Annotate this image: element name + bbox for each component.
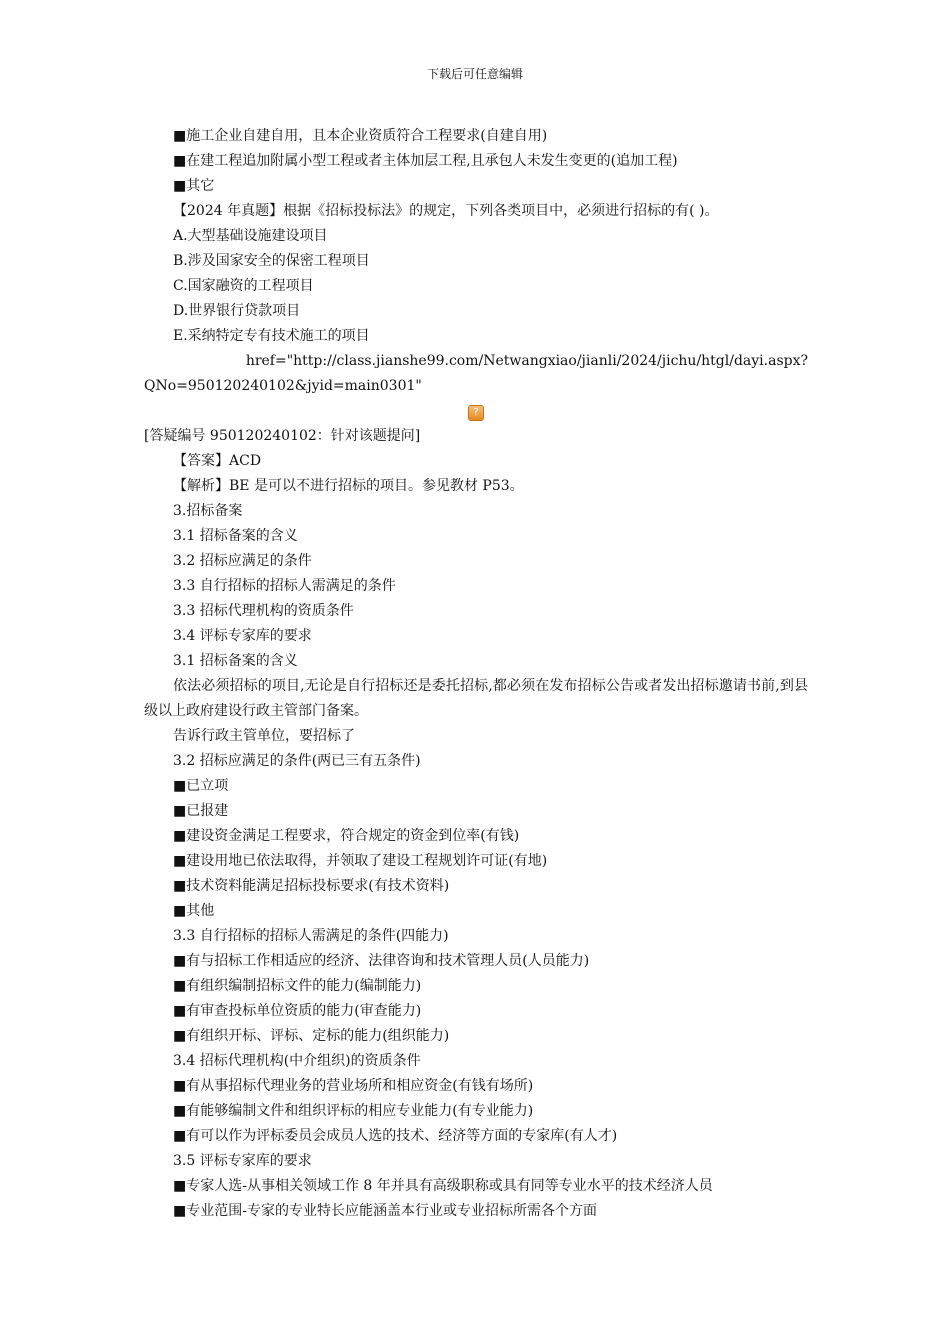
text-line: 3.招标备案 [173, 503, 243, 519]
text-line: ■其它 [173, 178, 215, 194]
text-line: 告诉行政主管单位，要招标了 [173, 728, 355, 744]
text-line: ■有与招标工作相适应的经济、法律咨询和技术管理人员(人员能力) [173, 953, 590, 969]
text-line: ■有可以作为评标委员会成员人选的技术、经济等方面的专家库(有人才) [173, 1128, 618, 1144]
text-line: C.国家融资的工程项目 [173, 278, 314, 294]
text-line: ■建设资金满足工程要求，符合规定的资金到位率(有钱) [173, 828, 520, 844]
text-line: A.大型基础设施建设项目 [173, 228, 328, 244]
text-line: 【2024 年真题】根据《招标投标法》的规定，下列各类项目中，必须进行招标的有( )。 [173, 203, 719, 219]
text-line: ■有组织编制招标文件的能力(编制能力) [173, 978, 422, 994]
text-line: ■已立项 [173, 778, 229, 794]
text-line: ■专家人选-从事相关领域工作 8 年并具有高级职称或具有同等专业水平的技术经济人员 [173, 1178, 713, 1194]
bottom-lines [144, 724, 808, 1224]
text-line: ■有组织开标、评标、定标的能力(组织能力) [173, 1028, 450, 1044]
text-line: 3.3 自行招标的招标人需满足的条件(四能力) [173, 928, 449, 944]
text-line: ■在建工程追加附属小型工程或者主体加层工程,且承包人未发生变更的(追加工程) [173, 153, 678, 169]
text-line: 【解析】BE 是可以不进行招标的项目。参见教材 P53。 [173, 478, 524, 494]
text-line: 3.3 自行招标的招标人需满足的条件 [173, 578, 396, 594]
text-line: 3.1 招标备案的含义 [173, 653, 298, 669]
document-body [144, 124, 808, 1224]
text-line: ■已报建 [173, 803, 229, 819]
text-line: D.世界银行贷款项目 [173, 303, 301, 319]
text-line: B.涉及国家安全的保密工程项目 [173, 253, 370, 269]
href-link-line-1[interactable]: href="http://class.jianshe99.com/Netwangxiao/jianli/2024/jichu/htgl/dayi.aspx? [245, 353, 808, 369]
text-line: ■建设用地已依法取得，并领取了建设工程规划许可证(有地) [173, 853, 548, 869]
text-line: 3.5 评标专家库的要求 [173, 1153, 312, 1169]
question-reference[interactable]: [答疑编号 950120240102：针对该题提问] [144, 428, 421, 444]
text-line: 3.4 招标代理机构(中介组织)的资质条件 [173, 1053, 421, 1069]
text-line: 3.4 评标专家库的要求 [173, 628, 312, 644]
page-header: 下载后可任意编辑 [426, 67, 523, 81]
text-line: 3.2 招标应满足的条件(两已三有五条件) [173, 753, 421, 769]
text-line: ■专业范围-专家的专业特长应能涵盖本行业或专业招标所需各个方面 [173, 1203, 597, 1219]
text-line: 3.2 招标应满足的条件 [173, 553, 312, 569]
text-line: ■施工企业自建自用，且本企业资质符合工程要求(自建自用) [173, 128, 548, 144]
filing-paragraph: 依法必须招标的项目,无论是自行招标还是委托招标,都必须在发布招标公告或者发出招标邀请书前,到县级以上政府建设行政主管部门备案。 [144, 678, 808, 719]
help-icon[interactable]: ? [468, 405, 484, 421]
text-line: ■技术资料能满足招标投标要求(有技术资料) [173, 878, 450, 894]
text-line: ■有能够编制文件和组织评标的相应专业能力(有专业能力) [173, 1103, 534, 1119]
text-line: E.采纳特定专有技术施工的项目 [173, 328, 370, 344]
text-line: 3.3 招标代理机构的资质条件 [173, 603, 354, 619]
mid-lines [144, 449, 808, 674]
href-link-line-2[interactable]: QNo=950120240102&jyid=main0301" [144, 378, 422, 394]
text-line: ■有审查投标单位资质的能力(审查能力) [173, 1003, 422, 1019]
text-line: 【答案】ACD [173, 453, 262, 469]
text-line: ■其他 [173, 903, 215, 919]
text-line: ■有从事招标代理业务的营业场所和相应资金(有钱有场所) [173, 1078, 534, 1094]
text-line: 3.1 招标备案的含义 [173, 528, 298, 544]
top-lines [144, 124, 808, 349]
help-icon-row [144, 399, 808, 424]
